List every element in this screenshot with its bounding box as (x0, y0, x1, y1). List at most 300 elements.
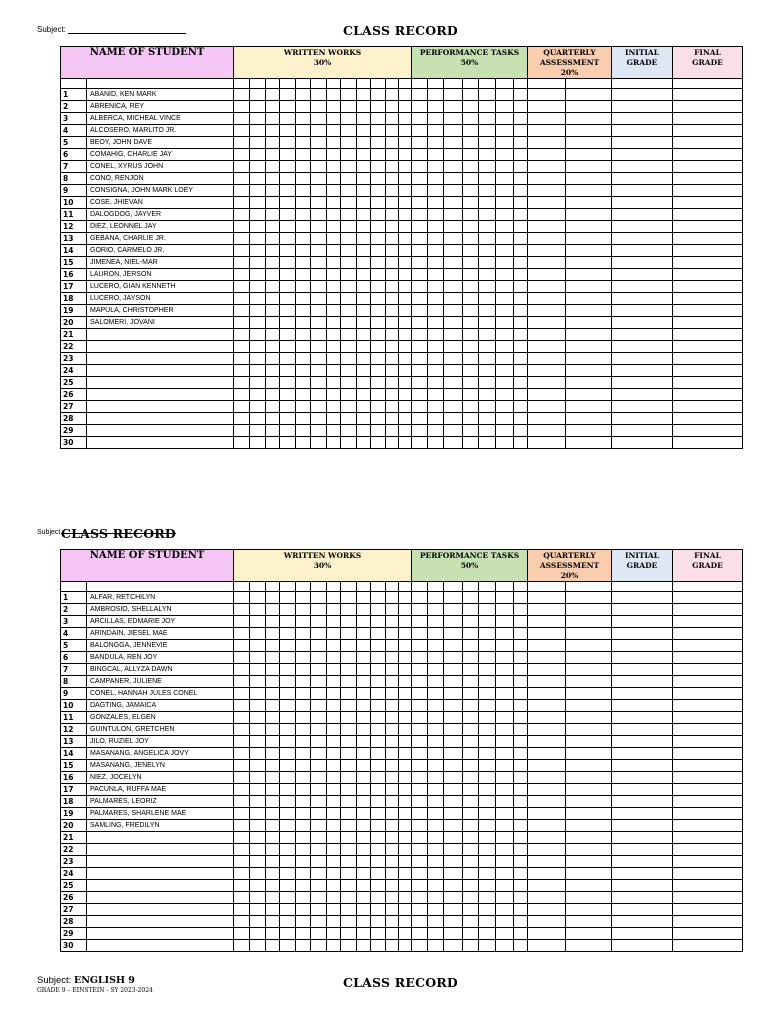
score-cell[interactable] (341, 401, 357, 413)
score-cell[interactable] (444, 377, 463, 389)
score-cell[interactable] (528, 173, 566, 185)
score-cell[interactable] (496, 616, 514, 628)
score-cell[interactable] (266, 413, 280, 425)
score-cell[interactable] (399, 161, 412, 173)
score-cell[interactable] (528, 113, 566, 125)
score-cell[interactable] (250, 582, 266, 592)
score-cell[interactable] (371, 604, 386, 616)
score-cell[interactable] (673, 365, 743, 377)
score-cell[interactable] (250, 736, 266, 748)
score-cell[interactable] (428, 269, 444, 281)
score-cell[interactable] (399, 664, 412, 676)
score-cell[interactable] (428, 760, 444, 772)
score-cell[interactable] (479, 101, 496, 113)
score-cell[interactable] (234, 712, 250, 724)
score-cell[interactable] (399, 245, 412, 257)
score-cell[interactable] (612, 269, 673, 281)
score-cell[interactable] (399, 760, 412, 772)
score-cell[interactable] (357, 640, 371, 652)
score-cell[interactable] (341, 688, 357, 700)
score-cell[interactable] (327, 389, 341, 401)
score-cell[interactable] (266, 676, 280, 688)
score-cell[interactable] (234, 676, 250, 688)
score-cell[interactable] (280, 880, 296, 892)
score-cell[interactable] (311, 185, 327, 197)
score-cell[interactable] (280, 712, 296, 724)
score-cell[interactable] (386, 928, 399, 940)
score-cell[interactable] (266, 772, 280, 784)
score-cell[interactable] (673, 149, 743, 161)
score-cell[interactable] (514, 149, 528, 161)
score-cell[interactable] (386, 269, 399, 281)
score-cell[interactable] (444, 413, 463, 425)
score-cell[interactable] (566, 245, 612, 257)
score-cell[interactable] (463, 185, 479, 197)
score-cell[interactable] (371, 89, 386, 101)
score-cell[interactable] (566, 185, 612, 197)
score-cell[interactable] (412, 928, 428, 940)
score-cell[interactable] (327, 736, 341, 748)
score-cell[interactable] (280, 940, 296, 952)
score-cell[interactable] (566, 640, 612, 652)
score-cell[interactable] (463, 582, 479, 592)
score-cell[interactable] (673, 101, 743, 113)
score-cell[interactable] (327, 149, 341, 161)
score-cell[interactable] (311, 880, 327, 892)
score-cell[interactable] (496, 820, 514, 832)
score-cell[interactable] (514, 604, 528, 616)
score-cell[interactable] (514, 269, 528, 281)
score-cell[interactable] (266, 221, 280, 233)
score-cell[interactable] (327, 281, 341, 293)
score-cell[interactable] (296, 628, 311, 640)
score-cell[interactable] (234, 365, 250, 377)
score-cell[interactable] (496, 209, 514, 221)
score-cell[interactable] (327, 724, 341, 736)
student-name-cell[interactable] (87, 868, 234, 880)
subject-blank-1[interactable] (68, 26, 186, 34)
score-cell[interactable] (428, 880, 444, 892)
score-cell[interactable] (341, 305, 357, 317)
score-cell[interactable] (514, 221, 528, 233)
score-cell[interactable] (528, 748, 566, 760)
student-name-cell[interactable]: JILO, RUZIEL JOY (87, 736, 234, 748)
score-cell[interactable] (479, 293, 496, 305)
score-cell[interactable] (341, 113, 357, 125)
score-cell[interactable] (496, 940, 514, 952)
score-cell[interactable] (428, 377, 444, 389)
score-cell[interactable] (566, 616, 612, 628)
score-cell[interactable] (327, 329, 341, 341)
score-cell[interactable] (444, 161, 463, 173)
score-cell[interactable] (528, 784, 566, 796)
score-cell[interactable] (428, 161, 444, 173)
score-cell[interactable] (428, 916, 444, 928)
score-cell[interactable] (673, 640, 743, 652)
score-cell[interactable] (496, 844, 514, 856)
student-name-cell[interactable] (87, 832, 234, 844)
score-cell[interactable] (250, 928, 266, 940)
score-cell[interactable] (371, 317, 386, 329)
score-cell[interactable] (528, 700, 566, 712)
score-cell[interactable] (528, 89, 566, 101)
student-name-cell[interactable] (87, 928, 234, 940)
student-name-cell[interactable]: MASANANG, ANGELICA JOVY (87, 748, 234, 760)
score-cell[interactable] (266, 760, 280, 772)
score-cell[interactable] (296, 760, 311, 772)
score-cell[interactable] (341, 868, 357, 880)
score-cell[interactable] (463, 820, 479, 832)
score-cell[interactable] (234, 736, 250, 748)
score-cell[interactable] (428, 101, 444, 113)
score-cell[interactable] (612, 856, 673, 868)
score-cell[interactable] (528, 161, 566, 173)
score-cell[interactable] (463, 880, 479, 892)
score-cell[interactable] (612, 161, 673, 173)
score-cell[interactable] (463, 353, 479, 365)
score-cell[interactable] (386, 592, 399, 604)
score-cell[interactable] (673, 772, 743, 784)
score-cell[interactable] (357, 796, 371, 808)
score-cell[interactable] (528, 245, 566, 257)
score-cell[interactable] (412, 293, 428, 305)
score-cell[interactable] (514, 185, 528, 197)
score-cell[interactable] (250, 293, 266, 305)
score-cell[interactable] (479, 904, 496, 916)
score-cell[interactable] (357, 377, 371, 389)
score-cell[interactable] (412, 582, 428, 592)
score-cell[interactable] (463, 856, 479, 868)
score-cell[interactable] (612, 592, 673, 604)
score-cell[interactable] (327, 688, 341, 700)
score-cell[interactable] (514, 592, 528, 604)
score-cell[interactable] (673, 700, 743, 712)
score-cell[interactable] (386, 401, 399, 413)
score-cell[interactable] (280, 856, 296, 868)
score-cell[interactable] (357, 79, 371, 89)
score-cell[interactable] (496, 652, 514, 664)
score-cell[interactable] (341, 425, 357, 437)
score-cell[interactable] (357, 281, 371, 293)
score-cell[interactable] (479, 137, 496, 149)
score-cell[interactable] (514, 257, 528, 269)
score-cell[interactable] (566, 904, 612, 916)
score-cell[interactable] (673, 592, 743, 604)
score-cell[interactable] (341, 652, 357, 664)
score-cell[interactable] (412, 173, 428, 185)
score-cell[interactable] (612, 664, 673, 676)
score-cell[interactable] (327, 928, 341, 940)
score-cell[interactable] (428, 832, 444, 844)
score-cell[interactable] (399, 700, 412, 712)
score-cell[interactable] (280, 149, 296, 161)
score-cell[interactable] (296, 736, 311, 748)
score-cell[interactable] (371, 269, 386, 281)
score-cell[interactable] (673, 796, 743, 808)
score-cell[interactable] (296, 820, 311, 832)
score-cell[interactable] (296, 904, 311, 916)
score-cell[interactable] (412, 916, 428, 928)
score-cell[interactable] (673, 293, 743, 305)
score-cell[interactable] (266, 904, 280, 916)
score-cell[interactable] (412, 700, 428, 712)
score-cell[interactable] (444, 712, 463, 724)
score-cell[interactable] (496, 389, 514, 401)
score-cell[interactable] (566, 221, 612, 233)
score-cell[interactable] (514, 724, 528, 736)
score-cell[interactable] (528, 101, 566, 113)
score-cell[interactable] (463, 137, 479, 149)
score-cell[interactable] (371, 796, 386, 808)
score-cell[interactable] (444, 796, 463, 808)
score-cell[interactable] (496, 437, 514, 449)
score-cell[interactable] (612, 724, 673, 736)
score-cell[interactable] (479, 640, 496, 652)
score-cell[interactable] (371, 868, 386, 880)
score-cell[interactable] (612, 676, 673, 688)
score-cell[interactable] (250, 305, 266, 317)
score-cell[interactable] (566, 413, 612, 425)
score-cell[interactable] (412, 664, 428, 676)
score-cell[interactable] (444, 257, 463, 269)
score-cell[interactable] (514, 652, 528, 664)
student-name-cell[interactable] (87, 904, 234, 916)
student-name-cell[interactable]: PALMARES, SHARLENE MAE (87, 808, 234, 820)
score-cell[interactable] (357, 101, 371, 113)
score-cell[interactable] (357, 113, 371, 125)
score-cell[interactable] (296, 79, 311, 89)
score-cell[interactable] (444, 197, 463, 209)
score-cell[interactable] (479, 113, 496, 125)
score-cell[interactable] (612, 652, 673, 664)
score-cell[interactable] (250, 724, 266, 736)
score-cell[interactable] (514, 868, 528, 880)
score-cell[interactable] (496, 269, 514, 281)
score-cell[interactable] (327, 377, 341, 389)
score-cell[interactable] (428, 317, 444, 329)
score-cell[interactable] (463, 772, 479, 784)
score-cell[interactable] (514, 197, 528, 209)
score-cell[interactable] (296, 425, 311, 437)
score-cell[interactable] (357, 269, 371, 281)
score-cell[interactable] (428, 209, 444, 221)
score-cell[interactable] (566, 784, 612, 796)
score-cell[interactable] (234, 257, 250, 269)
score-cell[interactable] (412, 676, 428, 688)
score-cell[interactable] (479, 832, 496, 844)
student-name-cell[interactable]: ARINDAIN, JIESEL MAE (87, 628, 234, 640)
score-cell[interactable] (280, 89, 296, 101)
score-cell[interactable] (311, 748, 327, 760)
score-cell[interactable] (234, 784, 250, 796)
score-cell[interactable] (463, 916, 479, 928)
score-cell[interactable] (612, 784, 673, 796)
score-cell[interactable] (514, 616, 528, 628)
score-cell[interactable] (386, 113, 399, 125)
score-cell[interactable] (514, 736, 528, 748)
score-cell[interactable] (386, 125, 399, 137)
score-cell[interactable] (612, 209, 673, 221)
score-cell[interactable] (296, 389, 311, 401)
score-cell[interactable] (612, 305, 673, 317)
score-cell[interactable] (280, 233, 296, 245)
student-name-cell[interactable]: CONEL, XYRUS JOHN (87, 161, 234, 173)
score-cell[interactable] (61, 582, 87, 592)
score-cell[interactable] (528, 305, 566, 317)
score-cell[interactable] (250, 197, 266, 209)
score-cell[interactable] (444, 760, 463, 772)
score-cell[interactable] (357, 700, 371, 712)
score-cell[interactable] (266, 592, 280, 604)
score-cell[interactable] (250, 437, 266, 449)
score-cell[interactable] (341, 820, 357, 832)
score-cell[interactable] (673, 784, 743, 796)
score-cell[interactable] (566, 688, 612, 700)
score-cell[interactable] (250, 688, 266, 700)
score-cell[interactable] (479, 604, 496, 616)
student-name-cell[interactable] (87, 365, 234, 377)
score-cell[interactable] (234, 868, 250, 880)
score-cell[interactable] (612, 125, 673, 137)
score-cell[interactable] (428, 389, 444, 401)
score-cell[interactable] (386, 221, 399, 233)
score-cell[interactable] (463, 281, 479, 293)
score-cell[interactable] (566, 772, 612, 784)
score-cell[interactable] (296, 676, 311, 688)
score-cell[interactable] (327, 604, 341, 616)
score-cell[interactable] (234, 245, 250, 257)
score-cell[interactable] (428, 221, 444, 233)
score-cell[interactable] (399, 748, 412, 760)
score-cell[interactable] (327, 808, 341, 820)
score-cell[interactable] (612, 185, 673, 197)
score-cell[interactable] (444, 389, 463, 401)
score-cell[interactable] (673, 209, 743, 221)
score-cell[interactable] (386, 137, 399, 149)
score-cell[interactable] (234, 700, 250, 712)
score-cell[interactable] (234, 197, 250, 209)
score-cell[interactable] (386, 820, 399, 832)
score-cell[interactable] (463, 149, 479, 161)
score-cell[interactable] (612, 772, 673, 784)
score-cell[interactable] (234, 904, 250, 916)
score-cell[interactable] (496, 161, 514, 173)
score-cell[interactable] (234, 89, 250, 101)
score-cell[interactable] (463, 868, 479, 880)
student-name-cell[interactable]: LAURON, JERSON (87, 269, 234, 281)
score-cell[interactable] (250, 748, 266, 760)
score-cell[interactable] (428, 652, 444, 664)
score-cell[interactable] (266, 724, 280, 736)
score-cell[interactable] (463, 245, 479, 257)
score-cell[interactable] (673, 820, 743, 832)
score-cell[interactable] (479, 185, 496, 197)
score-cell[interactable] (357, 664, 371, 676)
score-cell[interactable] (428, 79, 444, 89)
score-cell[interactable] (444, 329, 463, 341)
score-cell[interactable] (412, 89, 428, 101)
score-cell[interactable] (311, 592, 327, 604)
score-cell[interactable] (327, 592, 341, 604)
score-cell[interactable] (673, 712, 743, 724)
score-cell[interactable] (428, 341, 444, 353)
score-cell[interactable] (266, 664, 280, 676)
score-cell[interactable] (296, 365, 311, 377)
score-cell[interactable] (311, 281, 327, 293)
score-cell[interactable] (341, 413, 357, 425)
score-cell[interactable] (280, 628, 296, 640)
score-cell[interactable] (479, 377, 496, 389)
score-cell[interactable] (341, 808, 357, 820)
score-cell[interactable] (357, 365, 371, 377)
score-cell[interactable] (479, 784, 496, 796)
student-name-cell[interactable]: DIEZ, LEONNEL JAY (87, 221, 234, 233)
score-cell[interactable] (327, 628, 341, 640)
score-cell[interactable] (399, 173, 412, 185)
score-cell[interactable] (280, 269, 296, 281)
score-cell[interactable] (327, 173, 341, 185)
score-cell[interactable] (386, 868, 399, 880)
score-cell[interactable] (399, 628, 412, 640)
score-cell[interactable] (266, 437, 280, 449)
score-cell[interactable] (399, 772, 412, 784)
score-cell[interactable] (296, 808, 311, 820)
score-cell[interactable] (266, 365, 280, 377)
score-cell[interactable] (311, 796, 327, 808)
score-cell[interactable] (463, 940, 479, 952)
score-cell[interactable] (528, 293, 566, 305)
score-cell[interactable] (673, 125, 743, 137)
score-cell[interactable] (496, 772, 514, 784)
score-cell[interactable] (357, 868, 371, 880)
score-cell[interactable] (496, 305, 514, 317)
score-cell[interactable] (399, 616, 412, 628)
score-cell[interactable] (386, 688, 399, 700)
score-cell[interactable] (386, 149, 399, 161)
score-cell[interactable] (463, 329, 479, 341)
score-cell[interactable] (341, 784, 357, 796)
score-cell[interactable] (566, 425, 612, 437)
score-cell[interactable] (280, 389, 296, 401)
score-cell[interactable] (673, 161, 743, 173)
score-cell[interactable] (386, 940, 399, 952)
score-cell[interactable] (566, 916, 612, 928)
score-cell[interactable] (357, 820, 371, 832)
score-cell[interactable] (327, 341, 341, 353)
score-cell[interactable] (357, 413, 371, 425)
score-cell[interactable] (327, 940, 341, 952)
score-cell[interactable] (566, 736, 612, 748)
score-cell[interactable] (296, 185, 311, 197)
score-cell[interactable] (612, 413, 673, 425)
score-cell[interactable] (479, 425, 496, 437)
score-cell[interactable] (428, 233, 444, 245)
score-cell[interactable] (514, 700, 528, 712)
score-cell[interactable] (327, 317, 341, 329)
score-cell[interactable] (566, 113, 612, 125)
score-cell[interactable] (296, 173, 311, 185)
score-cell[interactable] (399, 197, 412, 209)
score-cell[interactable] (250, 772, 266, 784)
score-cell[interactable] (234, 796, 250, 808)
score-cell[interactable] (673, 341, 743, 353)
score-cell[interactable] (566, 868, 612, 880)
score-cell[interactable] (444, 305, 463, 317)
score-cell[interactable] (444, 365, 463, 377)
score-cell[interactable] (386, 329, 399, 341)
score-cell[interactable] (496, 329, 514, 341)
score-cell[interactable] (280, 413, 296, 425)
